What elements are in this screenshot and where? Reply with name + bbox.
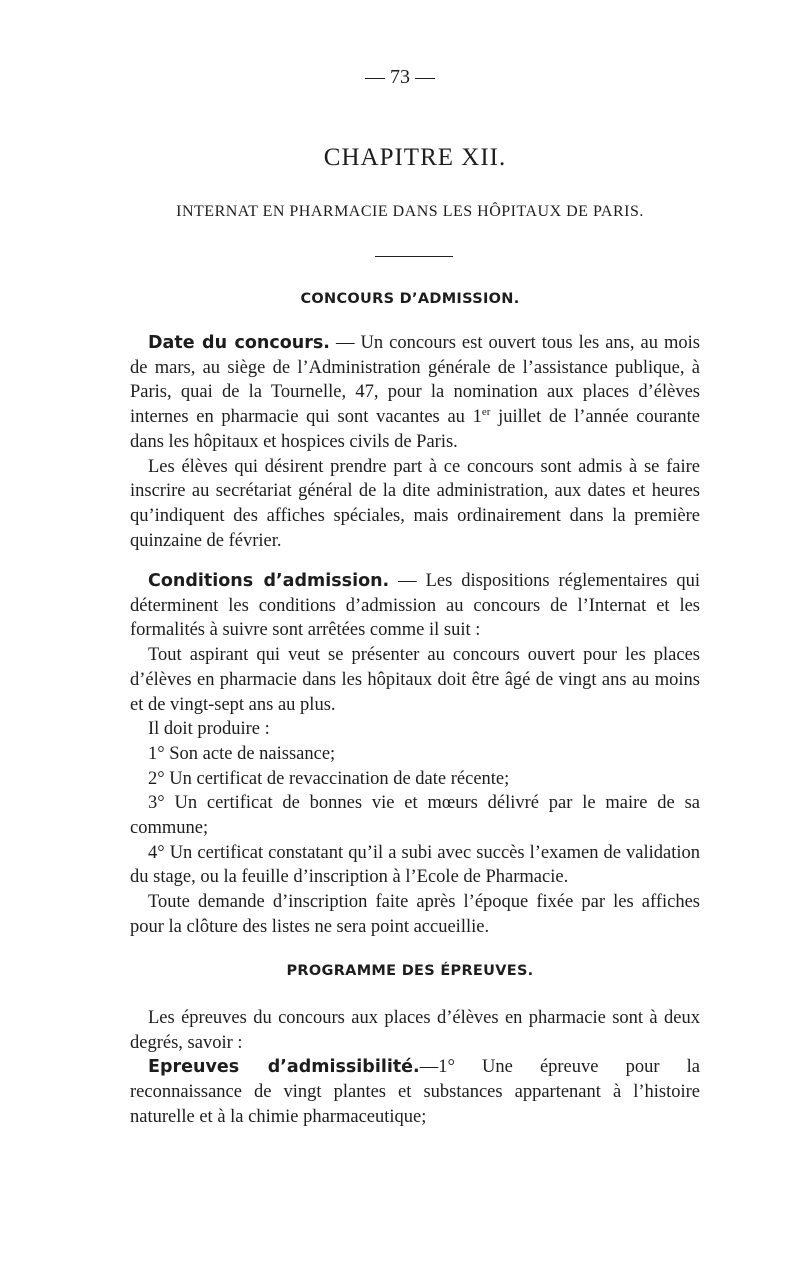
concours-text-block — [130, 331, 700, 553]
chapter-subtitle: INTERNAT EN PHARMACIE DANS LES HÔPITAUX DE PARIS. — [176, 203, 644, 220]
run-in-heading: Conditions d’admission. — [148, 571, 390, 591]
superscript: er — [481, 405, 491, 418]
paragraph-inscription: Les élèves qui désirent prendre part à ce concours sont admis à se faire inscrire au secrétariat général de la dite administration, aux dates et heures qu’indiquent des affiches spéciales, mais ordinairement dans la première quinzaine de février. — [130, 456, 700, 551]
run-in-heading: Epreuves d’admissibilité. — [148, 1057, 420, 1078]
separator-rule — [375, 256, 453, 257]
paragraph-text: —1° Une épreuve pour la reconnaissance de vingt plantes et substances appartenant à l’histoire naturelle et à la chimie pharmaceutique; — [130, 1057, 700, 1127]
paragraph-text: juillet de l’année courante dans les hôpitaux et hospices civils de Paris. — [130, 407, 700, 452]
chapter-title: CHAPITRE XII. — [323, 144, 507, 171]
programme-text-block — [130, 1006, 700, 1130]
list-item: 3° Un certificat de bonnes vie et mœurs délivré par le maire de sa commune; — [130, 793, 700, 839]
section-heading-programme: PROGRAMME DES ÉPREUVES. — [286, 963, 534, 979]
list-item: 1° Son acte de naissance; — [148, 743, 336, 764]
paragraph-date-du-concours — [130, 331, 700, 455]
paragraph-closing: Toute demande d’inscription faite après l’époque fixée par les affiches pour la clôture des listes ne sera point accueillie. — [130, 892, 700, 937]
paragraph-text: — Les dispositions réglementaires qui déterminent les conditions d’admission au concours de l’Internat et les formalités à suivre sont arrêtées comme il suit : — [130, 571, 700, 641]
page-number: — 73 — — [365, 66, 435, 88]
paragraph-conditions — [130, 569, 700, 643]
paragraph-text: — Un concours est ouvert tous les ans, au mois de mars, au siège de l’Administration générale de l’assistance publique, à Paris, quai de la Tournelle, 47, pour la nomination aux places d’élèves internes en pharmacie qui sont vacantes au 1 — [130, 333, 700, 428]
paragraph-admissibilite — [130, 1055, 700, 1129]
section-heading-concours: CONCOURS D’ADMISSION. — [300, 291, 520, 307]
list-item: 2° Un certificat de revaccination de date récente; — [148, 768, 510, 789]
paragraph-programme-intro: Les épreuves du concours aux places d’élèves en pharmacie sont à deux degrés, savoir : — [130, 1008, 700, 1053]
paragraph-aspirant: Tout aspirant qui veut se présenter au concours ouvert pour les places d’élèves en pharmacie dans les hôpitaux doit être âgé de vingt ans au moins et de vingt-sept ans au plus. — [130, 645, 700, 715]
list-item: 4° Un certificat constatant qu’il a subi avec succès l’examen de validation du stage, ou la feuille d’inscription à l’Ecole de Pharmacie. — [130, 842, 700, 888]
paragraph-doit-produire: Il doit produire : — [148, 719, 270, 740]
run-in-heading: Date du concours. — [148, 333, 330, 353]
conditions-text-block — [130, 569, 700, 940]
